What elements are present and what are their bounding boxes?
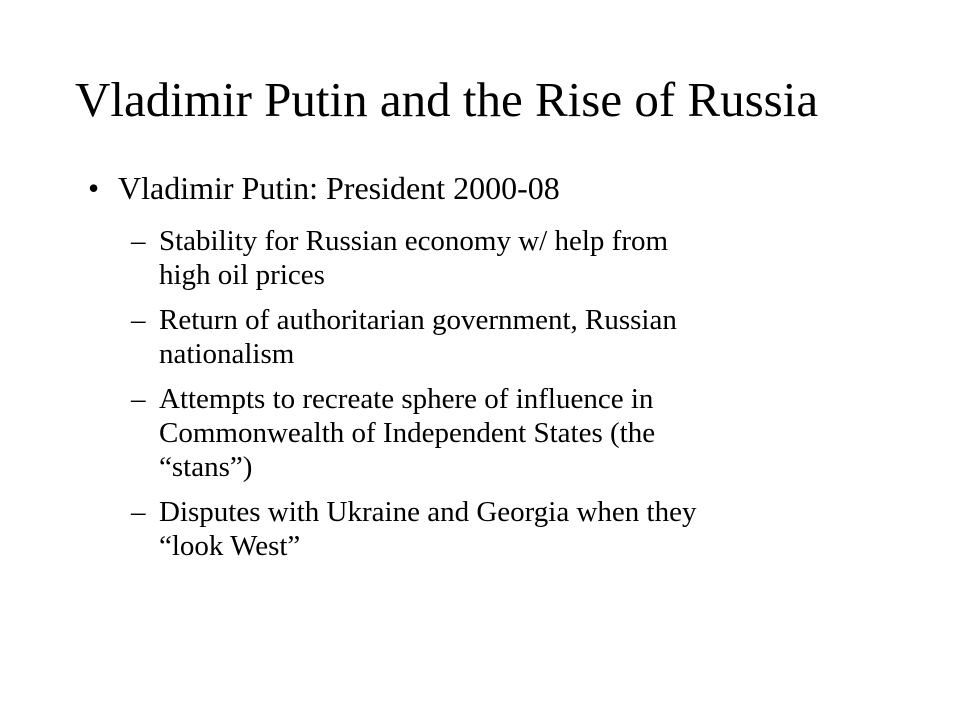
sub-bullet-line: “stans”) xyxy=(159,451,253,483)
dash-icon: – xyxy=(131,225,146,257)
sub-bullet-authoritarian xyxy=(131,303,911,371)
sub-bullet-disputes xyxy=(131,495,911,563)
slide-title: Vladimir Putin and the Rise of Russia xyxy=(75,72,819,127)
sub-bullet-line: high oil prices xyxy=(159,259,325,291)
dash-icon: – xyxy=(131,496,146,528)
main-bullet xyxy=(88,169,560,207)
sub-bullet-stability xyxy=(131,224,911,292)
sub-bullet-line: Commonwealth of Independent States (the xyxy=(159,417,656,449)
sub-bullet-sphere-of-influence xyxy=(131,382,911,484)
dash-icon: – xyxy=(131,383,146,415)
main-bullet-text: Vladimir Putin: President 2000-08 xyxy=(118,170,560,206)
dash-icon: – xyxy=(131,304,146,336)
sub-bullet-line: nationalism xyxy=(159,338,295,370)
sub-bullet-line: Return of authoritarian government, Russian xyxy=(159,304,677,336)
sub-bullet-line: Stability for Russian economy w/ help from xyxy=(159,225,669,257)
sub-bullet-line: Attempts to recreate sphere of influence in xyxy=(159,383,654,415)
sub-bullet-line: Disputes with Ukraine and Georgia when they xyxy=(159,496,697,528)
sub-bullet-list xyxy=(131,224,911,574)
sub-bullet-line: “look West” xyxy=(159,530,301,562)
bullet-icon: • xyxy=(88,170,100,206)
